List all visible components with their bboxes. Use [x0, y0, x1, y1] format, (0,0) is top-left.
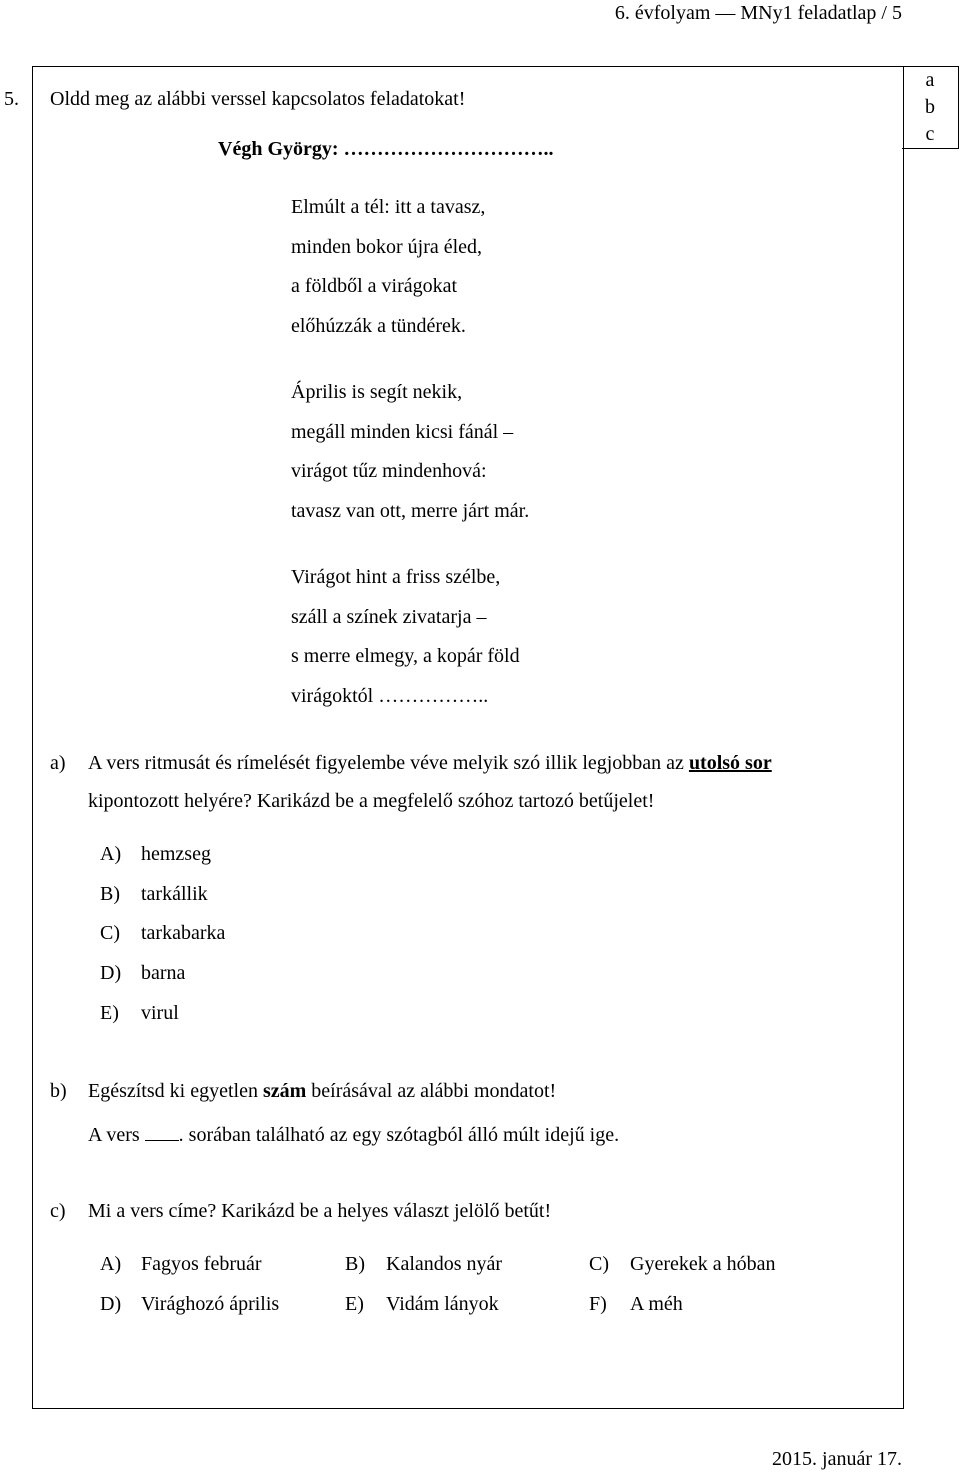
option-letter: D): [100, 1293, 122, 1315]
poem: [291, 195, 529, 750]
c-option-c[interactable]: [589, 1253, 776, 1276]
option-letter: C): [100, 922, 120, 945]
question-b-sentence-after: . sorában található az egy szótagból álló múlt idejű ige.: [178, 1124, 620, 1146]
question-a-emphasis: utolsó sor: [688, 752, 772, 774]
poem-line: száll a színek zivatarja –: [291, 605, 487, 628]
poem-line: minden bokor újra éled,: [291, 235, 483, 258]
poem-stanza: [291, 380, 529, 538]
option-e[interactable]: [100, 1001, 225, 1041]
poem-line: Április is segít nekik,: [291, 381, 463, 403]
page-footer-date: 2015. január 17.: [772, 1448, 902, 1470]
option-letter: F): [589, 1293, 607, 1315]
option-text: Gyerekek a hóban: [630, 1253, 776, 1275]
option-letter: B): [100, 882, 120, 905]
option-text: A méh: [630, 1293, 683, 1315]
poem-stanza: [291, 565, 529, 723]
question-c-text: Mi a vers címe? Karikázd be a helyes választ jelölő betűt!: [88, 1200, 552, 1222]
c-option-a[interactable]: [100, 1253, 262, 1276]
option-letter: C): [589, 1253, 609, 1275]
poem-line: megáll minden kicsi fánál –: [291, 420, 514, 443]
c-option-d[interactable]: [100, 1293, 279, 1316]
poem-stanza: [291, 195, 529, 353]
question-a-text: A vers ritmusát és rímelését figyelembe véve melyik szó illik legjobban az: [88, 752, 689, 774]
c-option-b[interactable]: [345, 1253, 502, 1276]
option-letter: A): [100, 843, 122, 865]
score-cell-a: a: [925, 69, 935, 91]
option-text: tarkállik: [141, 882, 208, 905]
question-a-label: a): [50, 752, 66, 774]
poem-line: virágoktól ……………..: [291, 684, 489, 707]
question-b-text: [88, 1080, 556, 1103]
option-text: Fagyos február: [141, 1253, 262, 1275]
option-text: hemzseg: [141, 843, 211, 865]
task-number: 5.: [4, 88, 19, 110]
question-b-emphasis: szám: [262, 1080, 307, 1102]
option-d[interactable]: [100, 961, 225, 1001]
option-text: barna: [141, 962, 186, 985]
poem-title: Végh György: …………………………..: [218, 138, 554, 160]
option-a[interactable]: [100, 842, 225, 882]
poem-line: s merre elmegy, a kopár föld: [291, 645, 520, 667]
poem-line: Elmúlt a tél: itt a tavasz,: [291, 196, 486, 218]
option-text: Virághozó április: [141, 1293, 280, 1315]
option-text: Vidám lányok: [386, 1293, 499, 1315]
option-letter: E): [345, 1293, 364, 1315]
option-letter: D): [100, 962, 122, 985]
option-letter: E): [100, 1001, 119, 1024]
question-a-options: [100, 842, 225, 1040]
poem-line: a földből a virágokat: [291, 275, 458, 297]
poem-line: Virágot hint a friss szélbe,: [291, 566, 501, 588]
option-letter: B): [345, 1253, 365, 1275]
c-option-e[interactable]: [345, 1293, 499, 1316]
question-a-line1: [88, 752, 772, 775]
option-b[interactable]: [100, 882, 225, 922]
score-cell-b: b: [925, 96, 935, 118]
question-b-sentence: [88, 1122, 619, 1147]
option-text: virul: [141, 1001, 179, 1024]
poem-line: virágot tűz mindenhová:: [291, 460, 487, 482]
page-header: 6. évfolyam — MNy1 feladatlap / 5: [614, 2, 902, 24]
option-c[interactable]: [100, 921, 225, 961]
option-text: tarkabarka: [141, 922, 226, 945]
question-b-label: b): [50, 1080, 67, 1102]
score-cell-c: c: [925, 123, 935, 145]
poem-line: előhúzzák a tündérek.: [291, 314, 466, 337]
c-option-f[interactable]: [589, 1293, 683, 1316]
question-a-line2: kipontozott helyére? Karikázd be a megfelelő szóhoz tartozó betűjelet!: [88, 790, 655, 812]
question-b-text-after: beírásával az alábbi mondatot!: [306, 1080, 557, 1102]
poem-line: tavasz van ott, merre járt már.: [291, 499, 530, 522]
task-instruction: Oldd meg az alábbi verssel kapcsolatos feladatokat!: [50, 88, 466, 110]
option-letter: A): [100, 1253, 122, 1275]
option-text: Kalandos nyár: [386, 1253, 503, 1275]
question-b-sentence-before: A vers: [88, 1124, 145, 1146]
question-c-label: c): [50, 1200, 66, 1222]
fill-blank[interactable]: [145, 1122, 179, 1141]
score-table: [902, 66, 959, 149]
question-b-text-before: Egészítsd ki egyetlen: [88, 1080, 263, 1102]
